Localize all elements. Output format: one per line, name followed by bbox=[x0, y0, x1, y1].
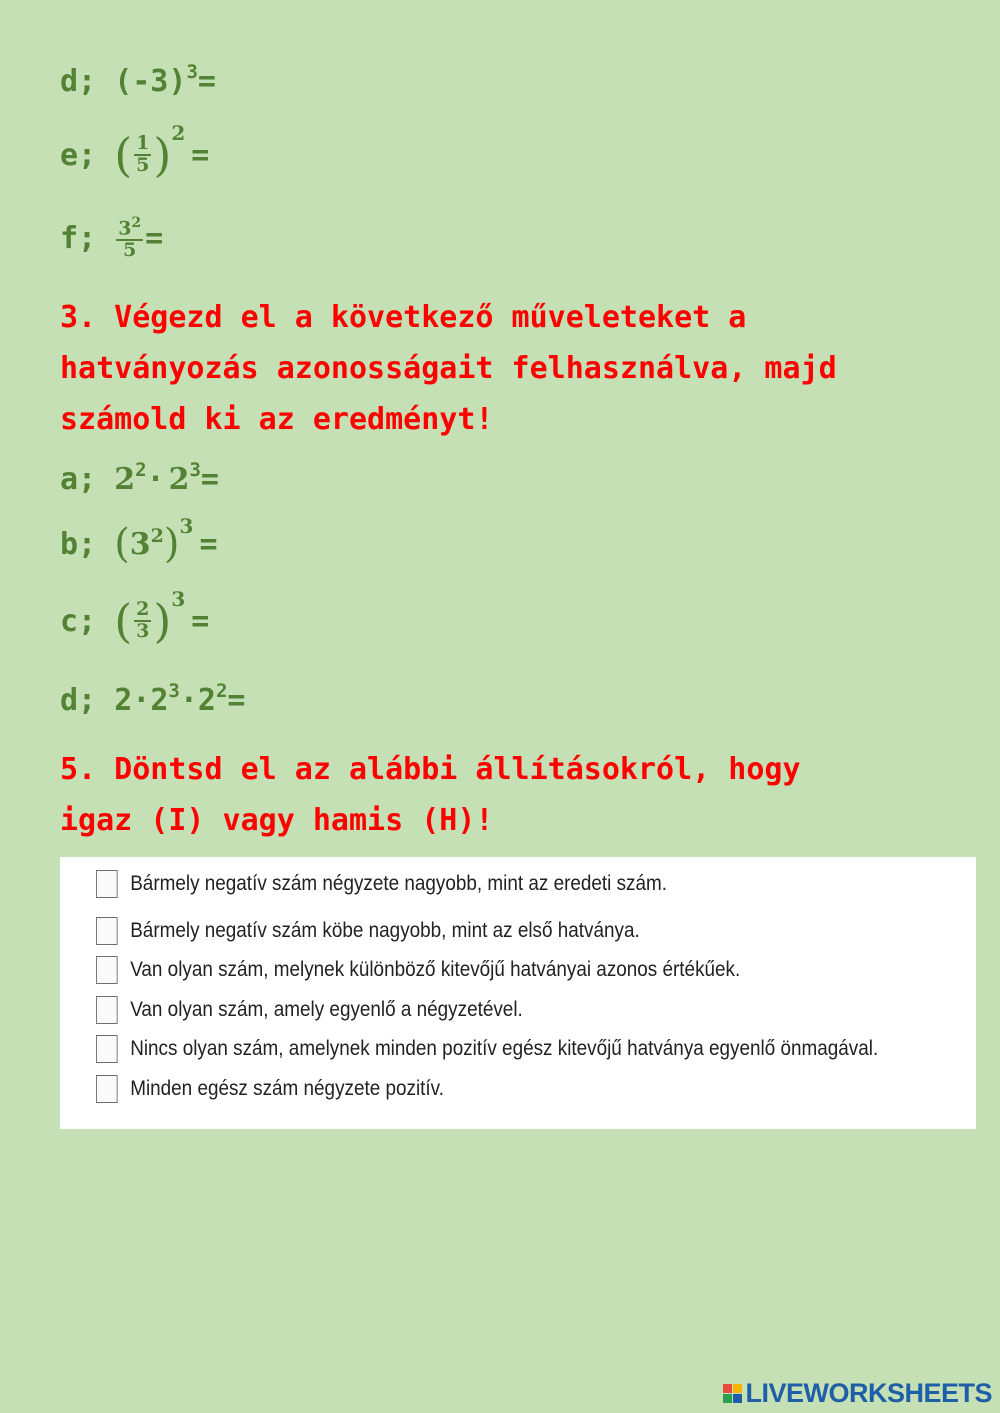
item-label: d; bbox=[60, 64, 115, 99]
equals-sign: = bbox=[200, 462, 219, 497]
exercise-2-item-d bbox=[60, 60, 216, 99]
fraction bbox=[134, 134, 151, 176]
base-2: 2 bbox=[168, 462, 190, 497]
statement-text: Van olyan szám, amely egyenlő a négyzetével. bbox=[130, 998, 523, 1021]
denominator: 5 bbox=[123, 239, 137, 262]
outer-exponent: 3 bbox=[179, 514, 194, 538]
numerator bbox=[116, 216, 143, 241]
item-label: d; bbox=[60, 683, 115, 718]
exponent: 3 bbox=[186, 60, 198, 83]
item-label: c; bbox=[60, 603, 115, 639]
numerator: 2 bbox=[136, 598, 150, 621]
multiply-dot-2: · bbox=[179, 683, 198, 718]
base-2: 2 bbox=[197, 683, 216, 718]
statement-text: Bármely negatív szám köbe nagyobb, mint az első hatványa. bbox=[130, 919, 640, 942]
close-paren: ) bbox=[153, 128, 172, 182]
exercise-2-item-e bbox=[60, 121, 210, 182]
statement-row bbox=[96, 870, 667, 898]
item-label: e; bbox=[60, 137, 115, 173]
statement-row bbox=[96, 1075, 444, 1103]
fraction bbox=[134, 600, 151, 642]
answer-checkbox[interactable] bbox=[96, 1075, 118, 1103]
statement-row bbox=[96, 1035, 878, 1063]
expression-base: (-3) bbox=[114, 64, 187, 99]
close-paren: ) bbox=[153, 594, 172, 648]
base-0: 2 bbox=[114, 683, 133, 718]
equals-sign: = bbox=[199, 526, 218, 562]
statement-row bbox=[96, 956, 740, 984]
exponent-2: 3 bbox=[189, 458, 201, 481]
numerator: 1 bbox=[136, 132, 150, 155]
equals-sign: = bbox=[145, 221, 164, 257]
answer-checkbox[interactable] bbox=[96, 996, 118, 1024]
open-paren: ( bbox=[114, 521, 130, 567]
equals-sign: = bbox=[227, 683, 246, 718]
statement-text: Van olyan szám, melynek különböző kitevőjű hatványai azonos értékűek. bbox=[130, 958, 741, 981]
inner-exponent: 2 bbox=[150, 525, 164, 547]
denominator: 3 bbox=[136, 620, 150, 642]
open-paren: ( bbox=[114, 594, 133, 648]
item-label: a; bbox=[60, 462, 115, 497]
multiply-dot: · bbox=[146, 462, 165, 497]
fraction bbox=[116, 216, 143, 261]
numerator-base: 3 bbox=[118, 217, 132, 240]
open-paren: ( bbox=[114, 128, 133, 182]
equals-sign: = bbox=[197, 64, 216, 99]
denominator: 5 bbox=[136, 154, 150, 176]
base: 3 bbox=[129, 526, 151, 562]
statement-row bbox=[96, 917, 640, 945]
exercise-3-item-c bbox=[60, 587, 210, 648]
numerator-exponent: 2 bbox=[131, 215, 142, 231]
item-label: b; bbox=[60, 526, 115, 562]
exponent-1: 3 bbox=[168, 679, 180, 702]
exercise-3-item-b bbox=[60, 514, 218, 567]
statement-text: Minden egész szám négyzete pozitív. bbox=[130, 1077, 444, 1100]
statement-text: Bármely negatív szám négyzete nagyobb, mint az eredeti szám. bbox=[130, 872, 668, 895]
close-paren: ) bbox=[163, 521, 180, 567]
base-1: 2 bbox=[114, 462, 136, 497]
answer-checkbox[interactable] bbox=[96, 917, 118, 945]
exercise-3-item-a bbox=[60, 458, 219, 497]
answer-checkbox[interactable] bbox=[96, 870, 118, 898]
answer-checkbox[interactable] bbox=[96, 956, 118, 984]
exponent: 2 bbox=[171, 121, 186, 145]
equals-sign: = bbox=[191, 603, 210, 639]
statement-row bbox=[96, 996, 523, 1024]
exponent: 3 bbox=[171, 587, 186, 611]
liveworksheets-icon bbox=[723, 1384, 742, 1403]
multiply-dot-1: · bbox=[132, 683, 151, 718]
exercise-5-heading: 5. Döntsd el az alábbi állításokról, hogy igaz (I) vagy hamis (H)! bbox=[60, 752, 801, 838]
exponent-1: 2 bbox=[135, 458, 147, 481]
statement-text: Nincs olyan szám, amelynek minden pozitív egész kitevőjű hatványa egyenlő önmagával. bbox=[130, 1037, 879, 1060]
answer-checkbox[interactable] bbox=[96, 1035, 118, 1063]
equals-sign: = bbox=[191, 137, 210, 173]
base-1: 2 bbox=[150, 683, 169, 718]
item-label: f; bbox=[60, 221, 115, 257]
exponent-2: 2 bbox=[215, 679, 228, 702]
liveworksheets-logo[interactable] bbox=[723, 1378, 992, 1409]
exercise-2-item-f bbox=[60, 216, 163, 261]
statements-panel bbox=[60, 857, 976, 1129]
exercise-3-heading: 3. Végezd el a következő műveleteket a hatványozás azonosságait felhasználva, majd számold ki az eredményt! bbox=[60, 300, 837, 437]
logo-text: LIVEWORKSHEETS bbox=[745, 1378, 992, 1408]
exercise-3-item-d bbox=[60, 679, 246, 718]
